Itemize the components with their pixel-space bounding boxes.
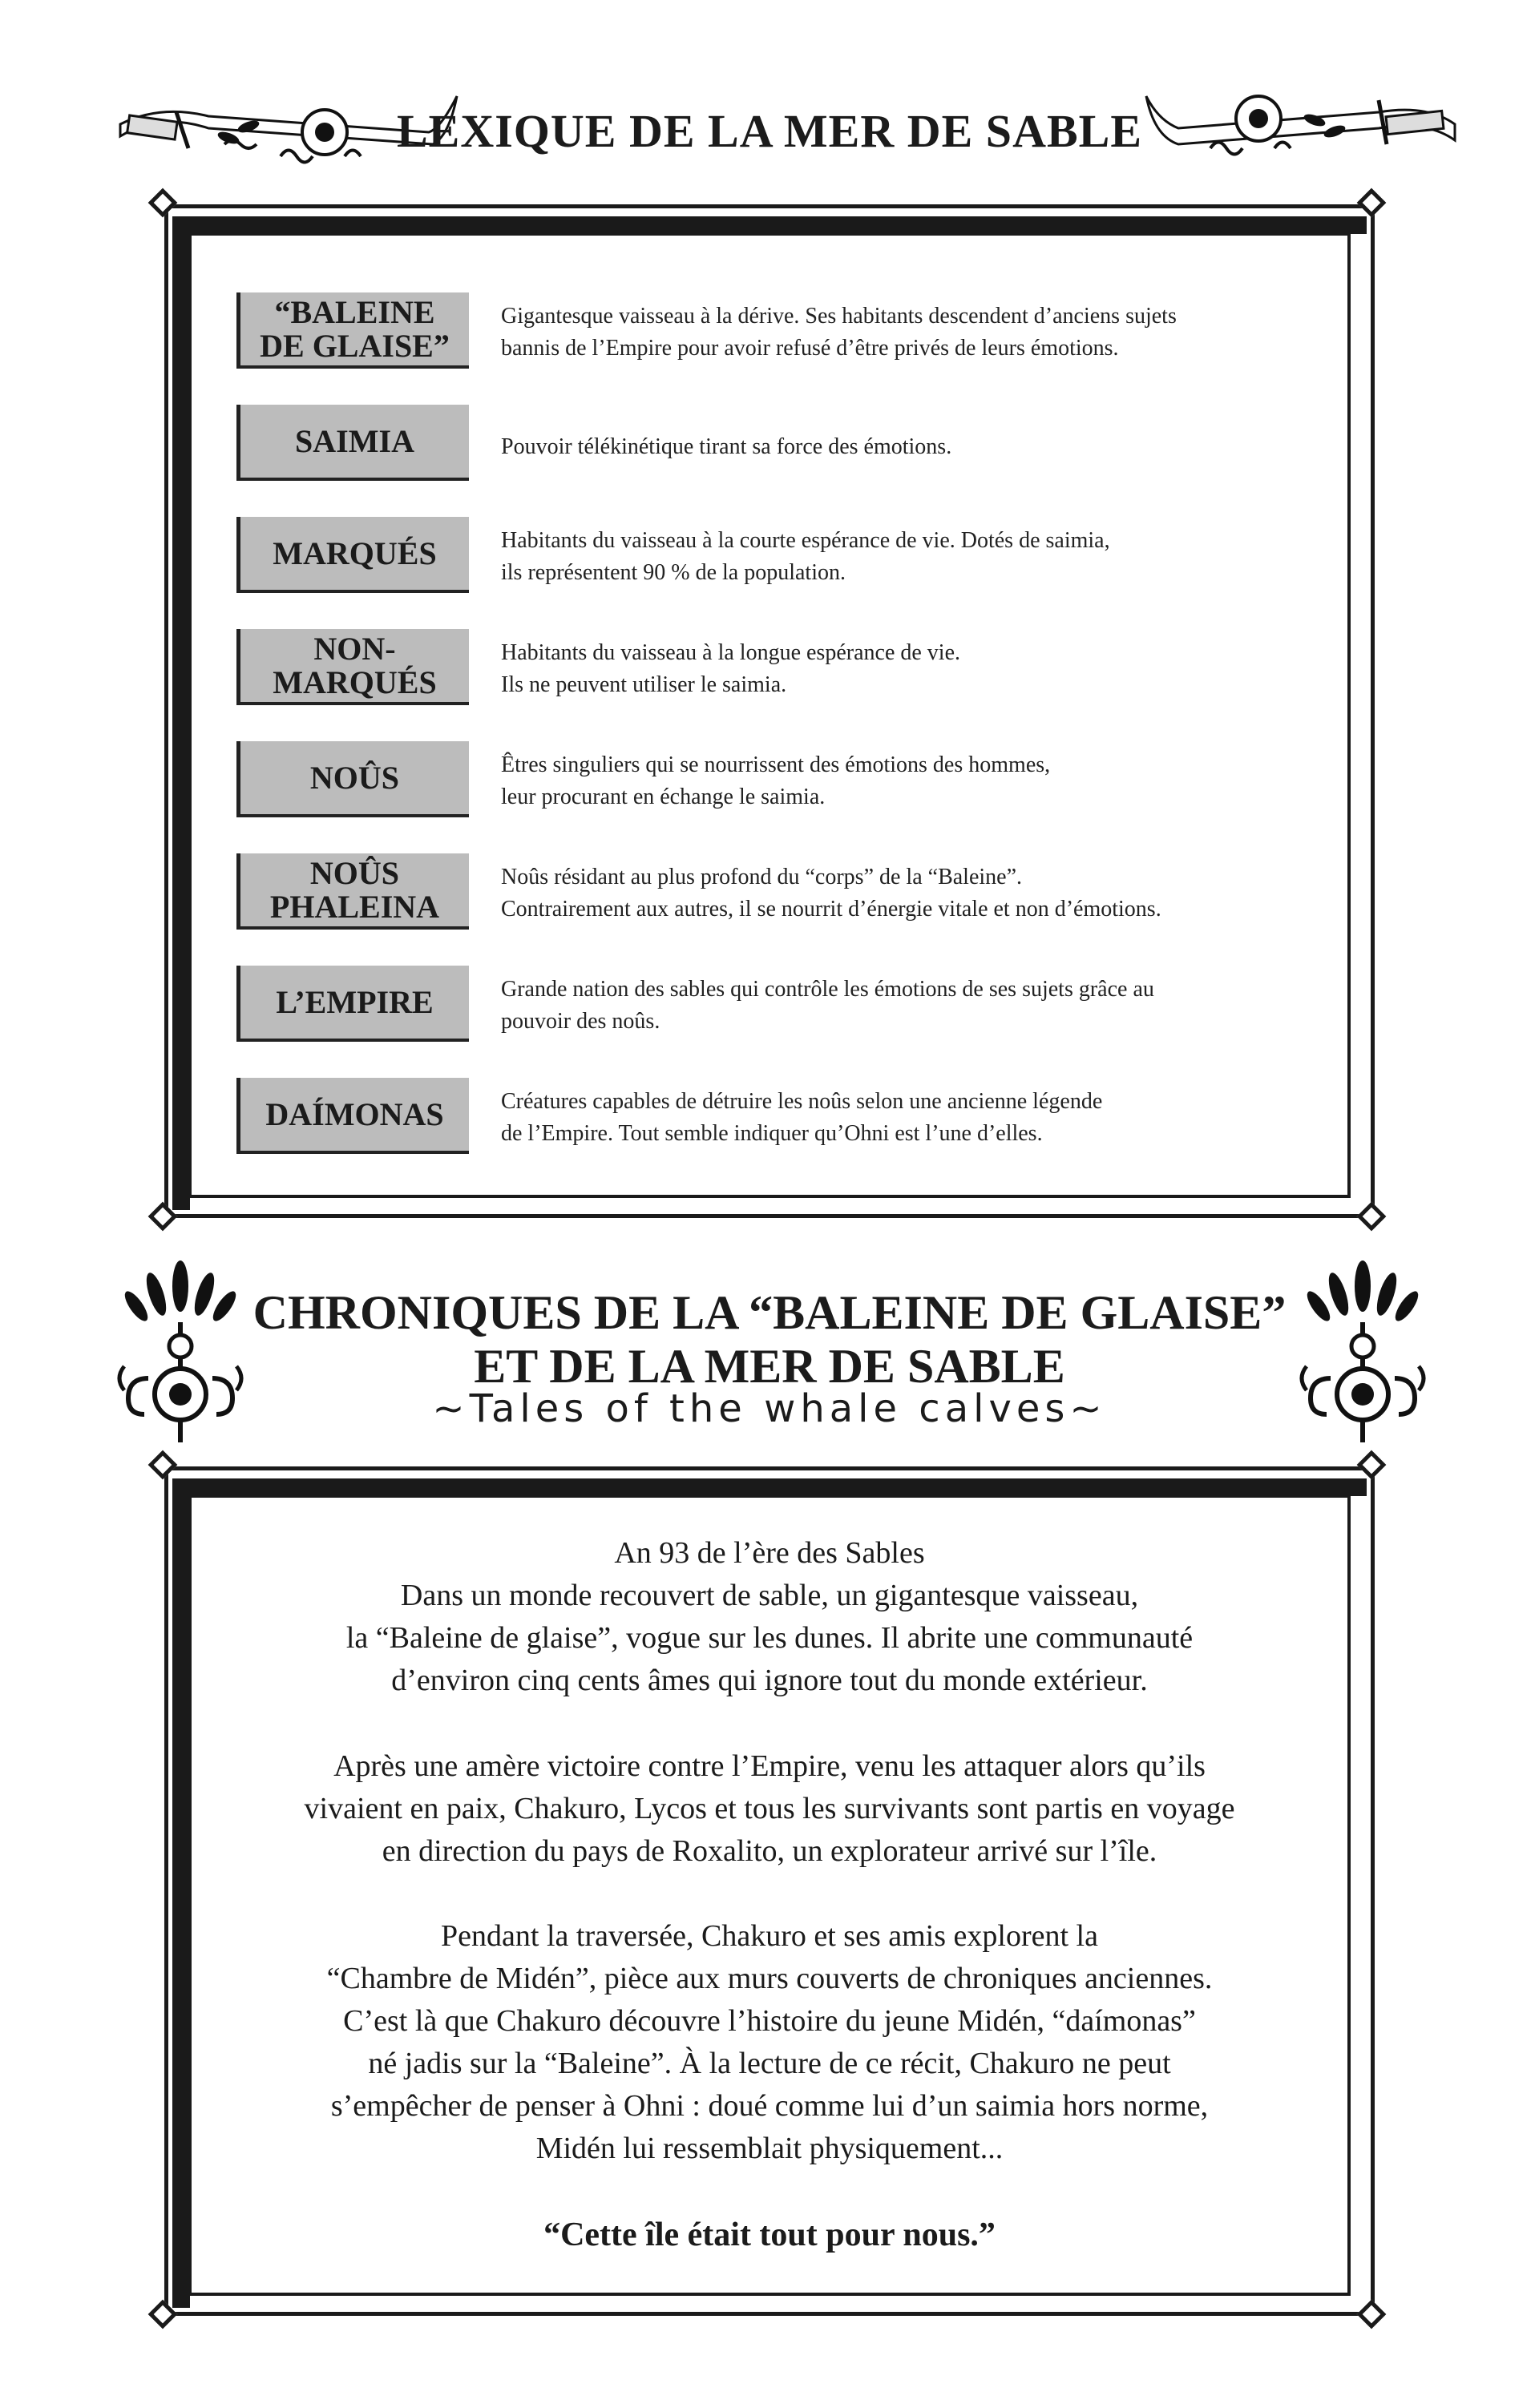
lexicon-definition: Gigantesque vaisseau à la dérive. Ses habitants descendent d’anciens sujets bannis de l’Empire pour avoir refusé d’être privés de leurs émotions. xyxy=(501,304,1177,361)
lexicon-definition: Êtres singuliers qui se nourrissent des émotions des hommes, leur procurant en échange le saimia. xyxy=(501,752,1051,809)
chronicles-title-line1: CHRONIQUES DE LA “BALEINE DE GLAISE” xyxy=(252,1286,1287,1339)
lexicon-term: NOÛS xyxy=(236,741,469,817)
lexicon-definition: Habitants du vaisseau à la longue espérance de vie. Ils ne peuvent utiliser le saimia. xyxy=(501,640,961,697)
chronicles-quote: “Cette île était tout pour nous.” xyxy=(543,2216,996,2253)
lexicon-term: NON- MARQUÉS xyxy=(236,629,469,705)
chronicles-paragraph: An 93 de l’ère des Sables Dans un monde recouvert de sable, un gigantesque vaisseau, la “Baleine de glaise”, vogue sur les dunes. Il abrite une communauté d’environ cinq cents âmes qui ignore tout du monde extérieur. xyxy=(345,1536,1194,1697)
lexicon-term: L’EMPIRE xyxy=(236,966,469,1042)
lexicon-definition: Noûs résidant au plus profond du “corps” de la “Baleine”. Contrairement aux autres, il se nourrit d’énergie vitale et non d’émotions. xyxy=(501,865,1161,922)
lexicon-definition: Grande nation des sables qui contrôle les émotions de ses sujets grâce au pouvoir des noûs. xyxy=(501,977,1154,1034)
lexicon-title: LEXIQUE DE LA MER DE SABLE xyxy=(396,105,1143,157)
chronicles-subtitle: ~Tales of the whale calves~ xyxy=(432,1386,1107,1431)
lexicon-term: DAÍMONAS xyxy=(236,1078,469,1154)
lexicon-term: MARQUÉS xyxy=(236,517,469,593)
chronicles-title-line2: ET DE LA MER DE SABLE xyxy=(474,1340,1065,1393)
lexicon-term: SAIMIA xyxy=(236,405,469,481)
lexicon-definition: Habitants du vaisseau à la courte espérance de vie. Dotés de saimia, ils représentent 90 % de la population. xyxy=(501,528,1110,585)
lexicon-term: NOÛS PHALEINA xyxy=(236,853,469,930)
lexicon-definition: Créatures capables de détruire les noûs selon une ancienne légende de l’Empire. Tout semble indiquer qu’Ohni est l’une d’elles. xyxy=(501,1089,1103,1146)
lexicon-term: “BALEINE DE GLAISE” xyxy=(236,292,469,369)
lexicon-definition: Pouvoir télékinétique tirant sa force des émotions. xyxy=(501,434,952,459)
chronicles-paragraph: Après une amère victoire contre l’Empire, venu les attaquer alors qu’ils vivaient en paix, Chakuro, Lycos et tous les survivants sont partis en voyage en direction du pays de Roxalito, un explorateur arrivé sur l’île. xyxy=(304,1749,1235,1868)
chronicles-paragraph: Pendant la traversée, Chakuro et ses amis explorent la “Chambre de Midén”, pièce aux murs couverts de chroniques anciennes. C’est là que Chakuro découvre l’histoire du jeune Midén, “daímonas” né jadis sur la “Baleine”. À la lecture de ce récit, Chakuro ne peut s’empêcher de penser à Ohni : doué comme lui d’un saimia hors norme, Midén lui ressemblait physiquement... xyxy=(326,1919,1213,2165)
